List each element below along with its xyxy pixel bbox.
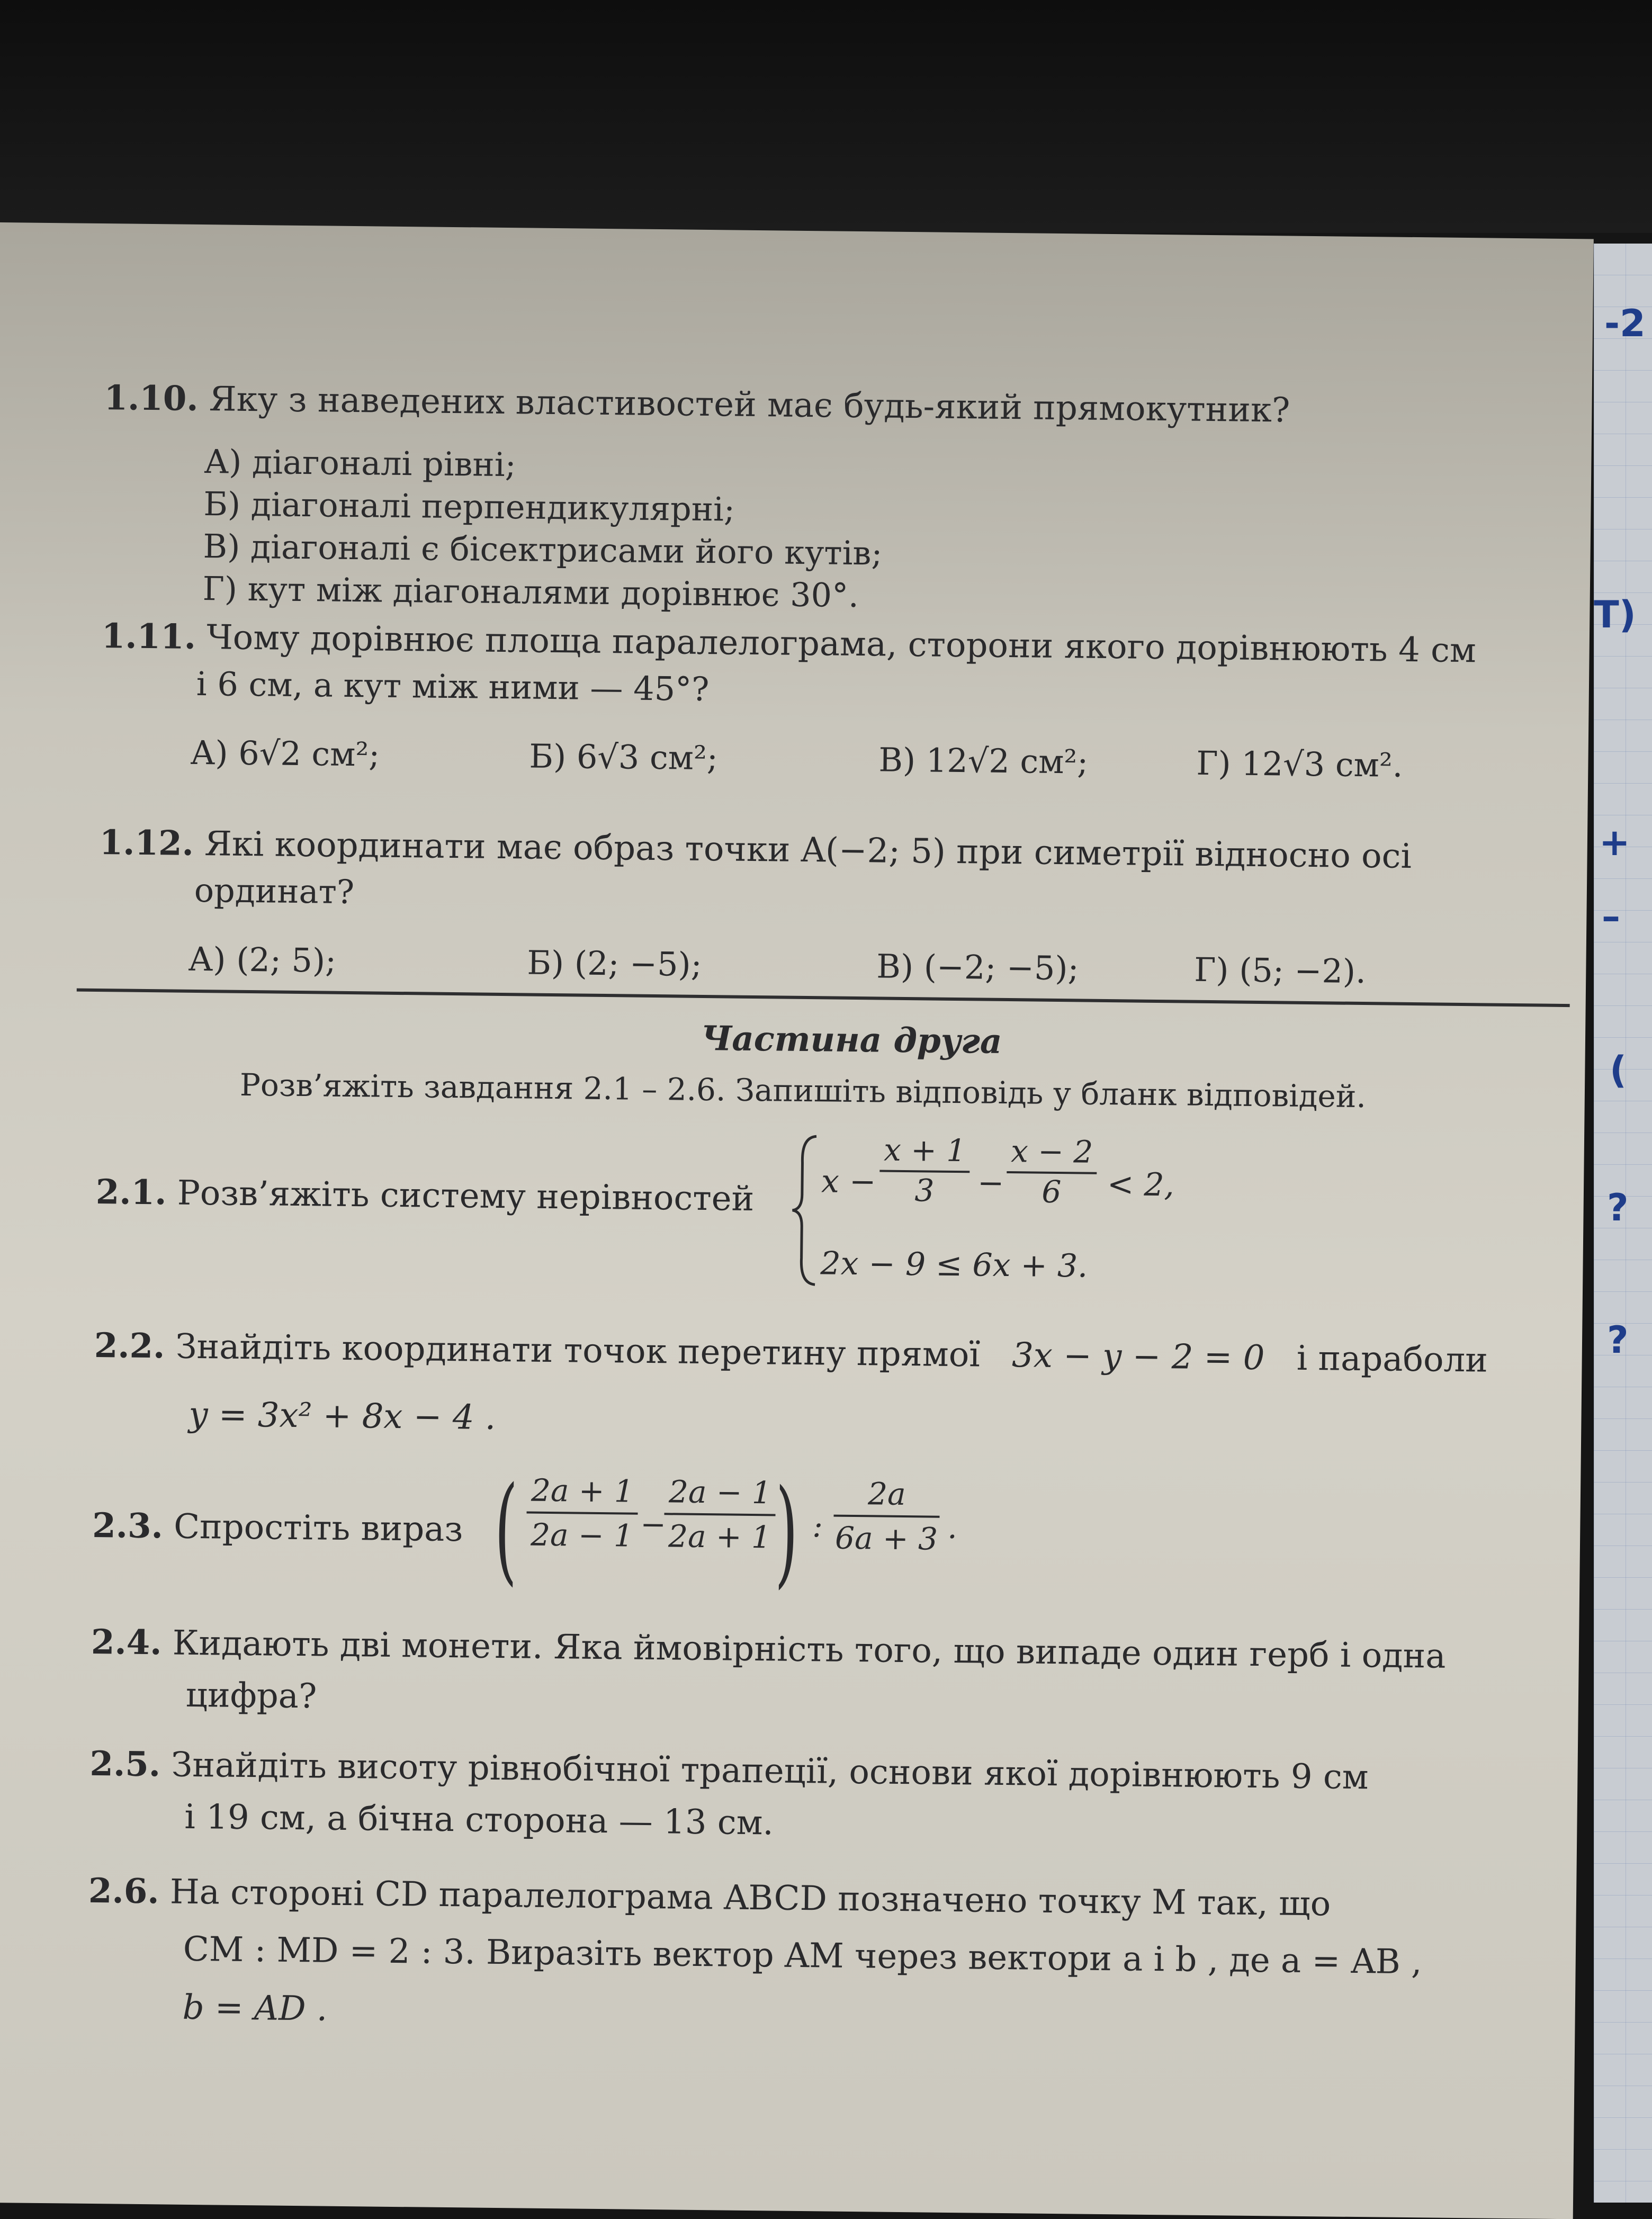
left-paren: ( [493,1461,518,1597]
option-c: В) (−2; −5); [876,947,1079,988]
fraction-numerator: x − 2 [1010,1133,1093,1170]
dark-background [0,0,1652,233]
option-c: В) 12√2 см²; [878,740,1089,781]
question-number: 2.6. [88,1871,160,1912]
question-text: Розв’яжіть систему нерівностей [177,1173,755,1219]
question-text-cont: цифра? [185,1675,317,1717]
fraction-denominator: 6a + 3 [834,1520,938,1557]
question-2-1 [95,1171,754,1220]
fraction-bar [665,1513,776,1516]
side-mark: – [1602,895,1620,938]
ineq-2: 2x − 9 ≤ 6x + 3. [820,1245,1088,1285]
section-title: Частина друга [701,1018,1002,1062]
question-number: 2.4. [91,1622,162,1663]
side-mark: ( [1610,1048,1627,1092]
question-text: Яку з наведених властивостей має будь-який прямокутник? [209,380,1290,430]
option-d: Г) 12√3 см². [1196,743,1403,785]
question-2-6 [88,1870,1331,1926]
parabola-equation: y = 3x² + 8x − 4 . [188,1395,496,1438]
option-c: В) діагоналі є бісектрисами його кутів; [203,527,883,573]
fraction-bar [833,1515,939,1518]
question-text-cont: CM : MD = 2 : 3. Виразіть вектор AM через вектори a і b , де a = AB , [183,1929,1422,1982]
question-2-4 [91,1621,1446,1678]
inequality-system [788,1131,1192,1294]
question-number: 1.12. [99,823,194,864]
fraction-numerator: 2a − 1 [668,1474,772,1511]
ineq-x: x − [821,1163,876,1201]
question-2-3 [92,1505,463,1551]
question-text-cont: b = AD . [182,1988,328,2029]
expression [493,1461,972,1600]
question-number: 1.11. [101,616,196,657]
question-1-10 [104,377,1290,432]
question-number: 2.3. [92,1505,164,1547]
option-d: Г) (5; −2). [1193,950,1367,991]
question-1-11 [101,615,1476,672]
question-text-cont: ординат? [194,870,355,912]
question-number: 2.2. [94,1325,165,1367]
side-mark: ? [1607,1318,1629,1362]
question-2-5 [89,1743,1369,1799]
fraction-denominator: 2a + 1 [668,1518,771,1556]
question-text: На стороні CD паралелограма ABCD позначено точку M так, що [169,1872,1331,1924]
minus-sign: − [977,1164,1004,1202]
fraction-denominator: 2a − 1 [530,1516,634,1554]
option-b: Б) діагоналі перпендикулярні; [203,484,735,529]
question-1-12 [99,822,1412,878]
option-b: Б) 6√3 см²; [529,736,719,778]
question-number: 1.10. [104,378,199,419]
question-2-2 [94,1325,1488,1382]
question-text: Які координати має образ точки A(−2; 5) при симетрії відносно осі [204,824,1412,876]
side-mark: ? [1607,1186,1629,1229]
question-text-cont: і параболи [1296,1338,1488,1380]
side-mark: -2 [1604,302,1646,345]
fraction-numerator: 2a + 1 [531,1472,634,1510]
question-text: Знайдіть висоту рівнобічної трапеції, основи якої дорівнюють 9 см [171,1745,1369,1798]
fraction-denominator: 6 [1042,1173,1062,1210]
question-number: 2.1. [95,1172,167,1213]
ineq-rhs: < 2, [1107,1165,1175,1204]
divide-sign: : [812,1508,823,1544]
minus-sign: − [640,1506,667,1543]
option-d: Г) кут між діагоналями дорівнює 30°. [202,569,859,615]
line-equation: 3x − y − 2 = 0 [1011,1336,1265,1378]
question-text: Знайдіть координати точок перетину прямої [175,1327,981,1375]
option-a: А) 6√2 см²; [190,733,380,774]
system-brace [788,1131,822,1290]
fraction-numerator: 2a [867,1476,906,1513]
question-text-cont: і 19 см, а бічна сторона — 13 см. [184,1797,774,1843]
fraction-numerator: x + 1 [883,1131,966,1169]
fraction-denominator: 3 [914,1172,935,1209]
question-number: 2.5. [89,1744,161,1785]
fraction-bar [527,1512,638,1515]
worksheet-page [0,222,1594,2219]
question-text: Чому дорівнює площа паралелограма, сторони якого дорівнюють 4 см [206,618,1477,671]
option-b: Б) (2; −5); [527,943,702,984]
side-mark: + [1599,821,1630,864]
question-text: Кидають дві монети. Яка ймовірність того, що випаде один герб і одна [172,1623,1446,1676]
right-paren: ) [774,1464,799,1600]
section-instruction: Розв’яжіть завдання 2.1 – 2.6. Запишіть відповідь у бланк відповідей. [239,1066,1367,1115]
question-text-cont: і 6 см, а кут між ними — 45°? [196,664,710,709]
side-mark: Т) [1594,593,1636,636]
period: . [947,1509,958,1546]
grid-notebook-sheet [1594,244,1652,2203]
option-a: А) (2; 5); [188,939,337,980]
option-a: А) діагоналі рівні; [203,442,516,484]
question-text: Спростіть вираз [173,1507,463,1550]
